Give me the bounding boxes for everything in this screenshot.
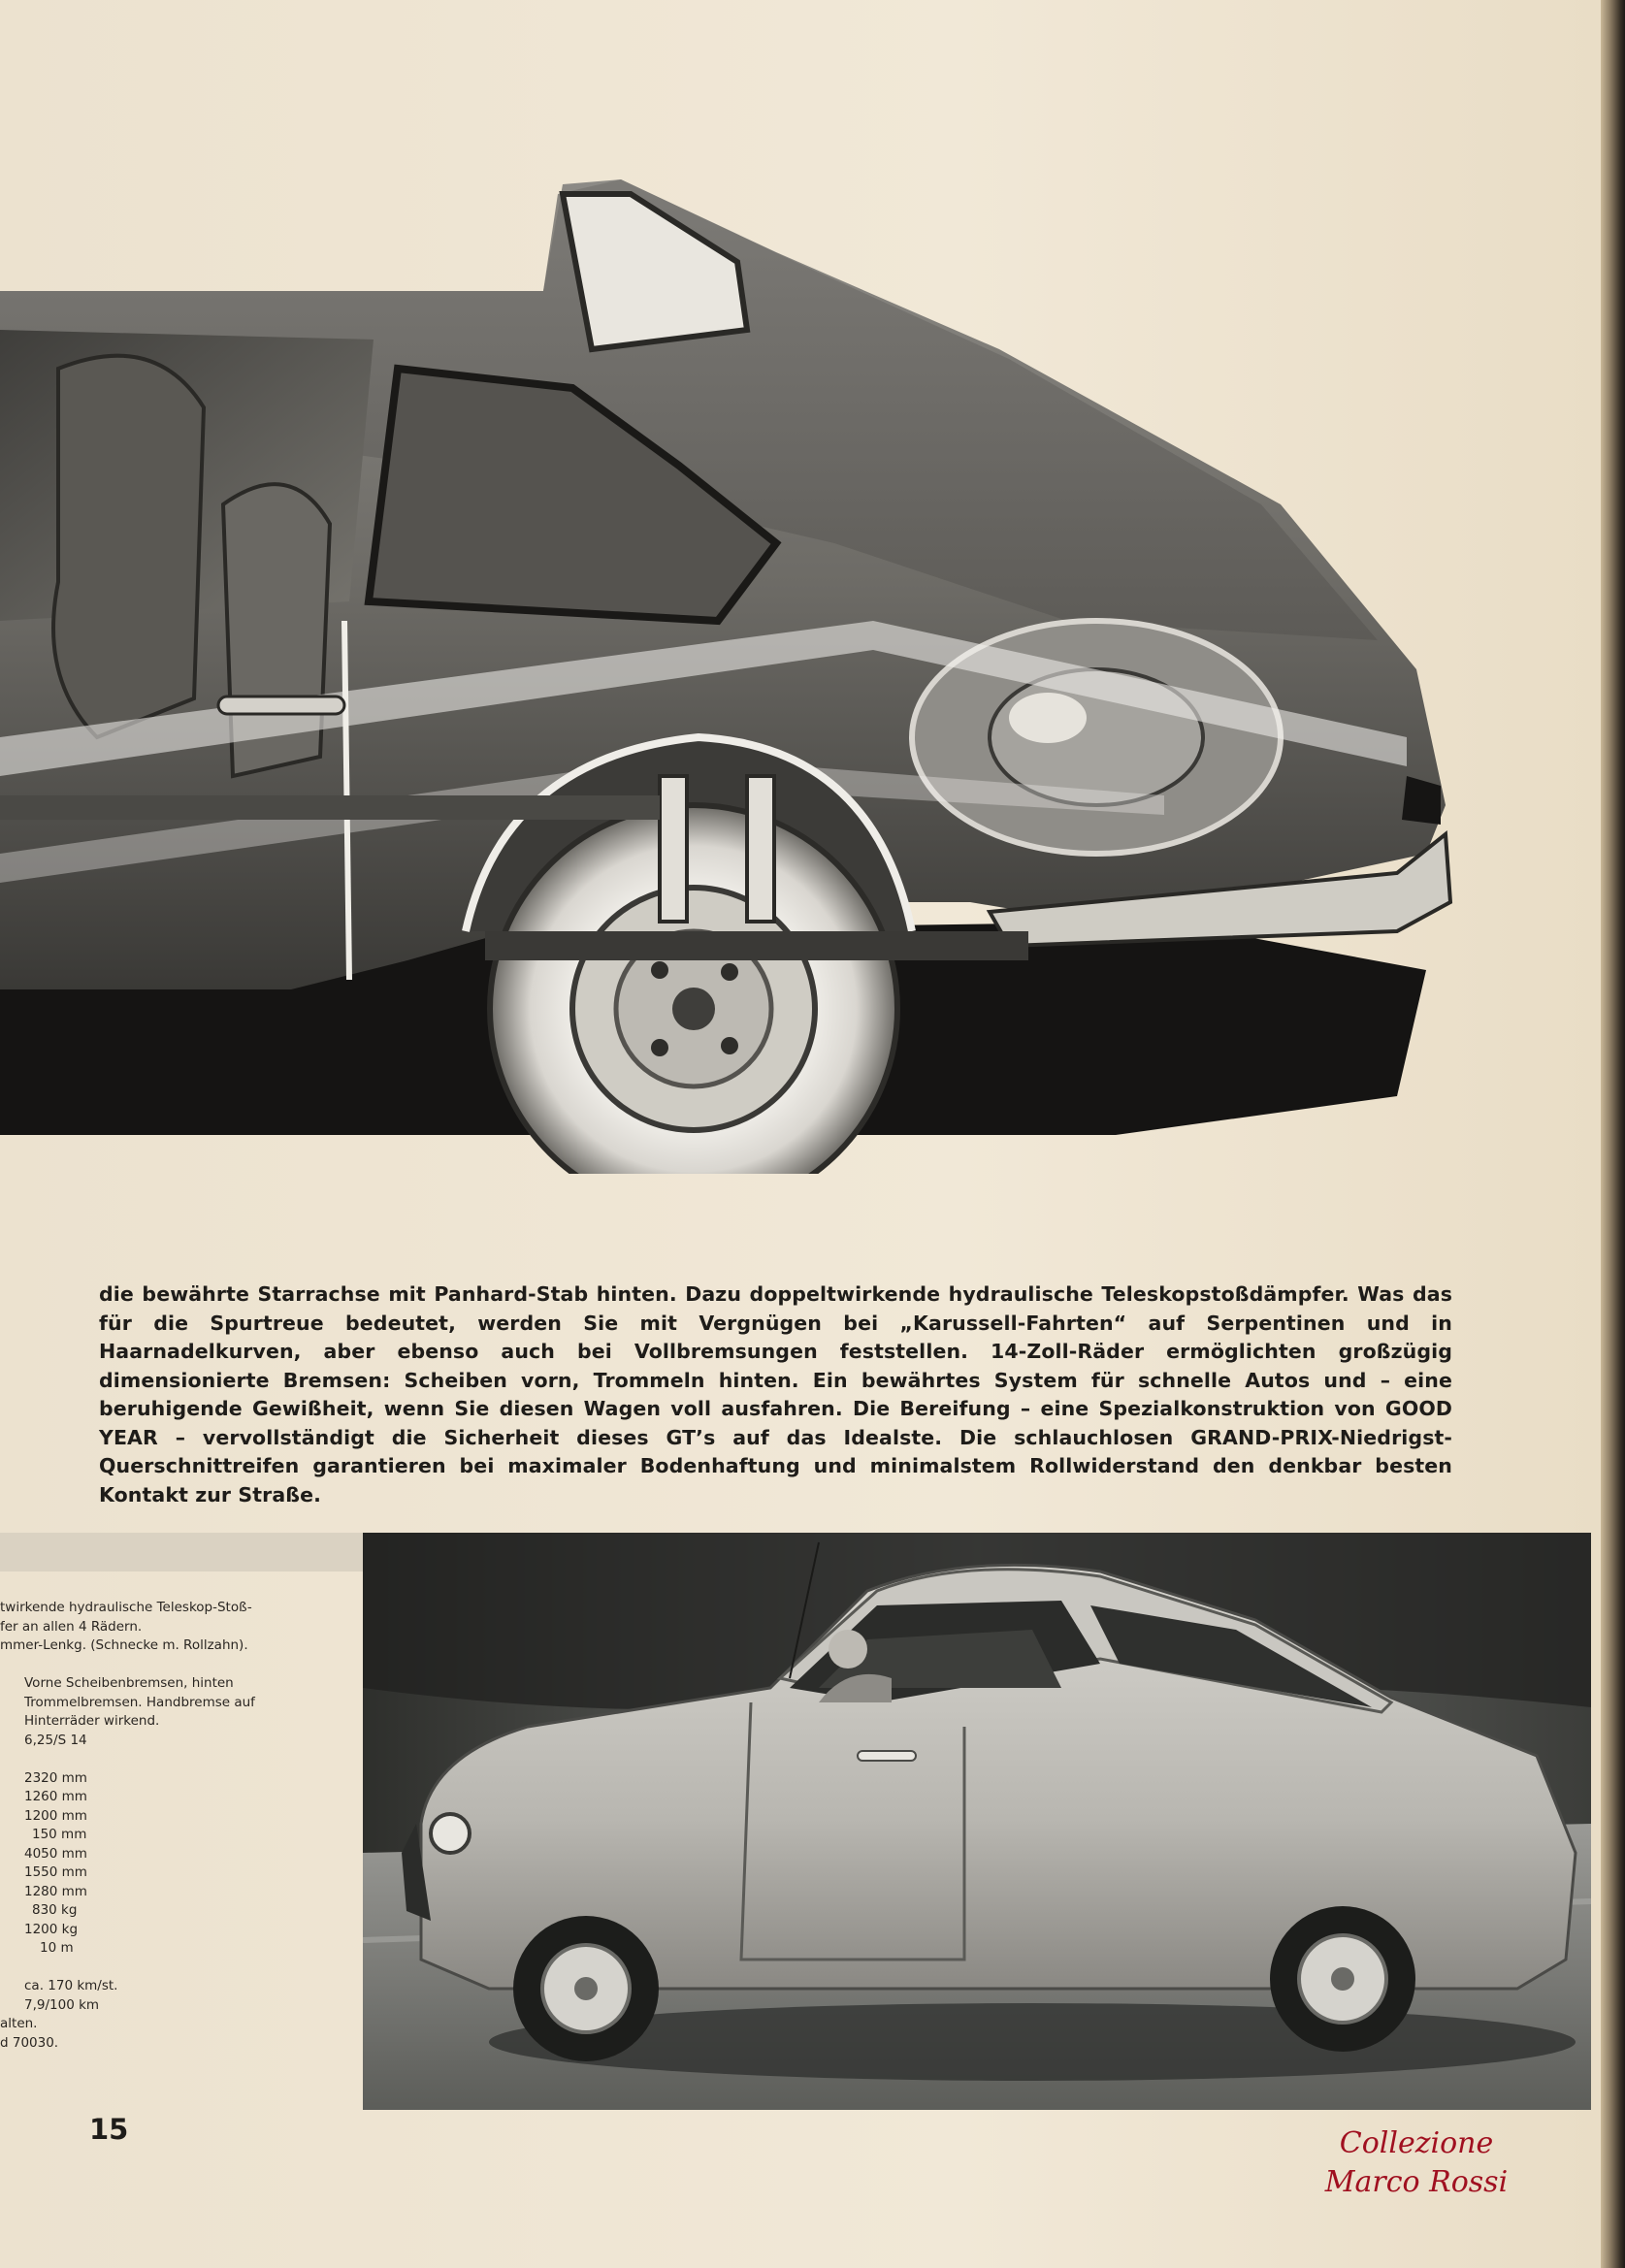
spec-line: alten. <box>0 2016 38 2031</box>
collection-watermark-stamp <box>1300 2124 1533 2202</box>
spec-line: 1260 mm <box>24 1789 87 1804</box>
spec-line: mmer-Lenkg. (Schnecke m. Rollzahn). <box>0 1637 248 1653</box>
book-spine-edge <box>1601 0 1625 2268</box>
spec-line: 1200 mm <box>24 1807 87 1824</box>
spec-line: 7,9/100 km <box>24 1996 100 2013</box>
car-driving-photo <box>363 1533 1591 2110</box>
stamp-line-2: Marco Rossi <box>1324 2165 1509 2199</box>
spec-line <box>0 1656 359 1675</box>
spec-line: 1550 mm <box>24 1864 87 1880</box>
spec-line: d 70030. <box>0 2034 59 2051</box>
spec-line <box>0 1959 359 1978</box>
spec-list <box>0 1599 359 2053</box>
spec-line: Trommelbremsen. Handbremse auf <box>24 1694 255 1710</box>
article-body-text: die bewährte Starrachse mit Panhard-Stab hinten. Dazu doppeltwirkende hydraulische Teleskopstoßdämpfer. Was das für die Spurtreue bedeutet, werden Sie mit Vergnügen bei „Karussell-Fahrten“ auf Serpentinen und in Haarnadelkurven, aber ebenso auch bei Vollbremsungen feststellen. 14-Zoll-Räder ermöglichten großzügig dimensionierte Bremsen: Scheiben vorn, Trommeln hinten. Ein bewährtes System für schnelle Autos und – eine beruhigende Gewißheit, wenn Sie diesen Wagen voll ausfahren. Die Bereifung – eine Spezialkonstruktion von GOOD YEAR – vervollständigt die Sicherheit dieses GT’s auf das Idealste. Die schlauchlosen GRAND-PRIX-Niedrigst-Querschnittreifen garantieren bei maximaler Bodenhaftung und minimalstem Rollwiderstand den denkbar besten Kontakt zur Straße. <box>99 1282 1452 1507</box>
spec-line: Hinterräder wirkend. <box>24 1713 160 1729</box>
spec-line: 6,25/S 14 <box>24 1732 87 1748</box>
spec-line: Vorne Scheibenbremsen, hinten <box>24 1675 234 1691</box>
page-number: 15 <box>89 2113 129 2146</box>
spec-line: 1200 kg <box>24 1921 79 1937</box>
spec-line: 830 kg <box>32 1902 78 1918</box>
spec-line: fer an allen 4 Rädern. <box>0 1618 143 1635</box>
spec-line: 10 m <box>40 1940 74 1956</box>
spec-line: 150 mm <box>32 1827 87 1842</box>
cutaway-car-illustration <box>0 0 1455 1174</box>
spec-line: ca. 170 km/st. <box>24 1978 118 1993</box>
spec-line <box>0 1750 359 1769</box>
stamp-line-1: Collezione <box>1339 2126 1494 2160</box>
spec-header-box <box>0 1533 364 1571</box>
spec-line: 2320 mm <box>24 1769 87 1786</box>
spec-line: 1280 mm <box>24 1883 87 1899</box>
spec-line: 4050 mm <box>24 1845 87 1862</box>
spec-line: twirkende hydraulische Teleskop-Stoß- <box>0 1600 252 1615</box>
